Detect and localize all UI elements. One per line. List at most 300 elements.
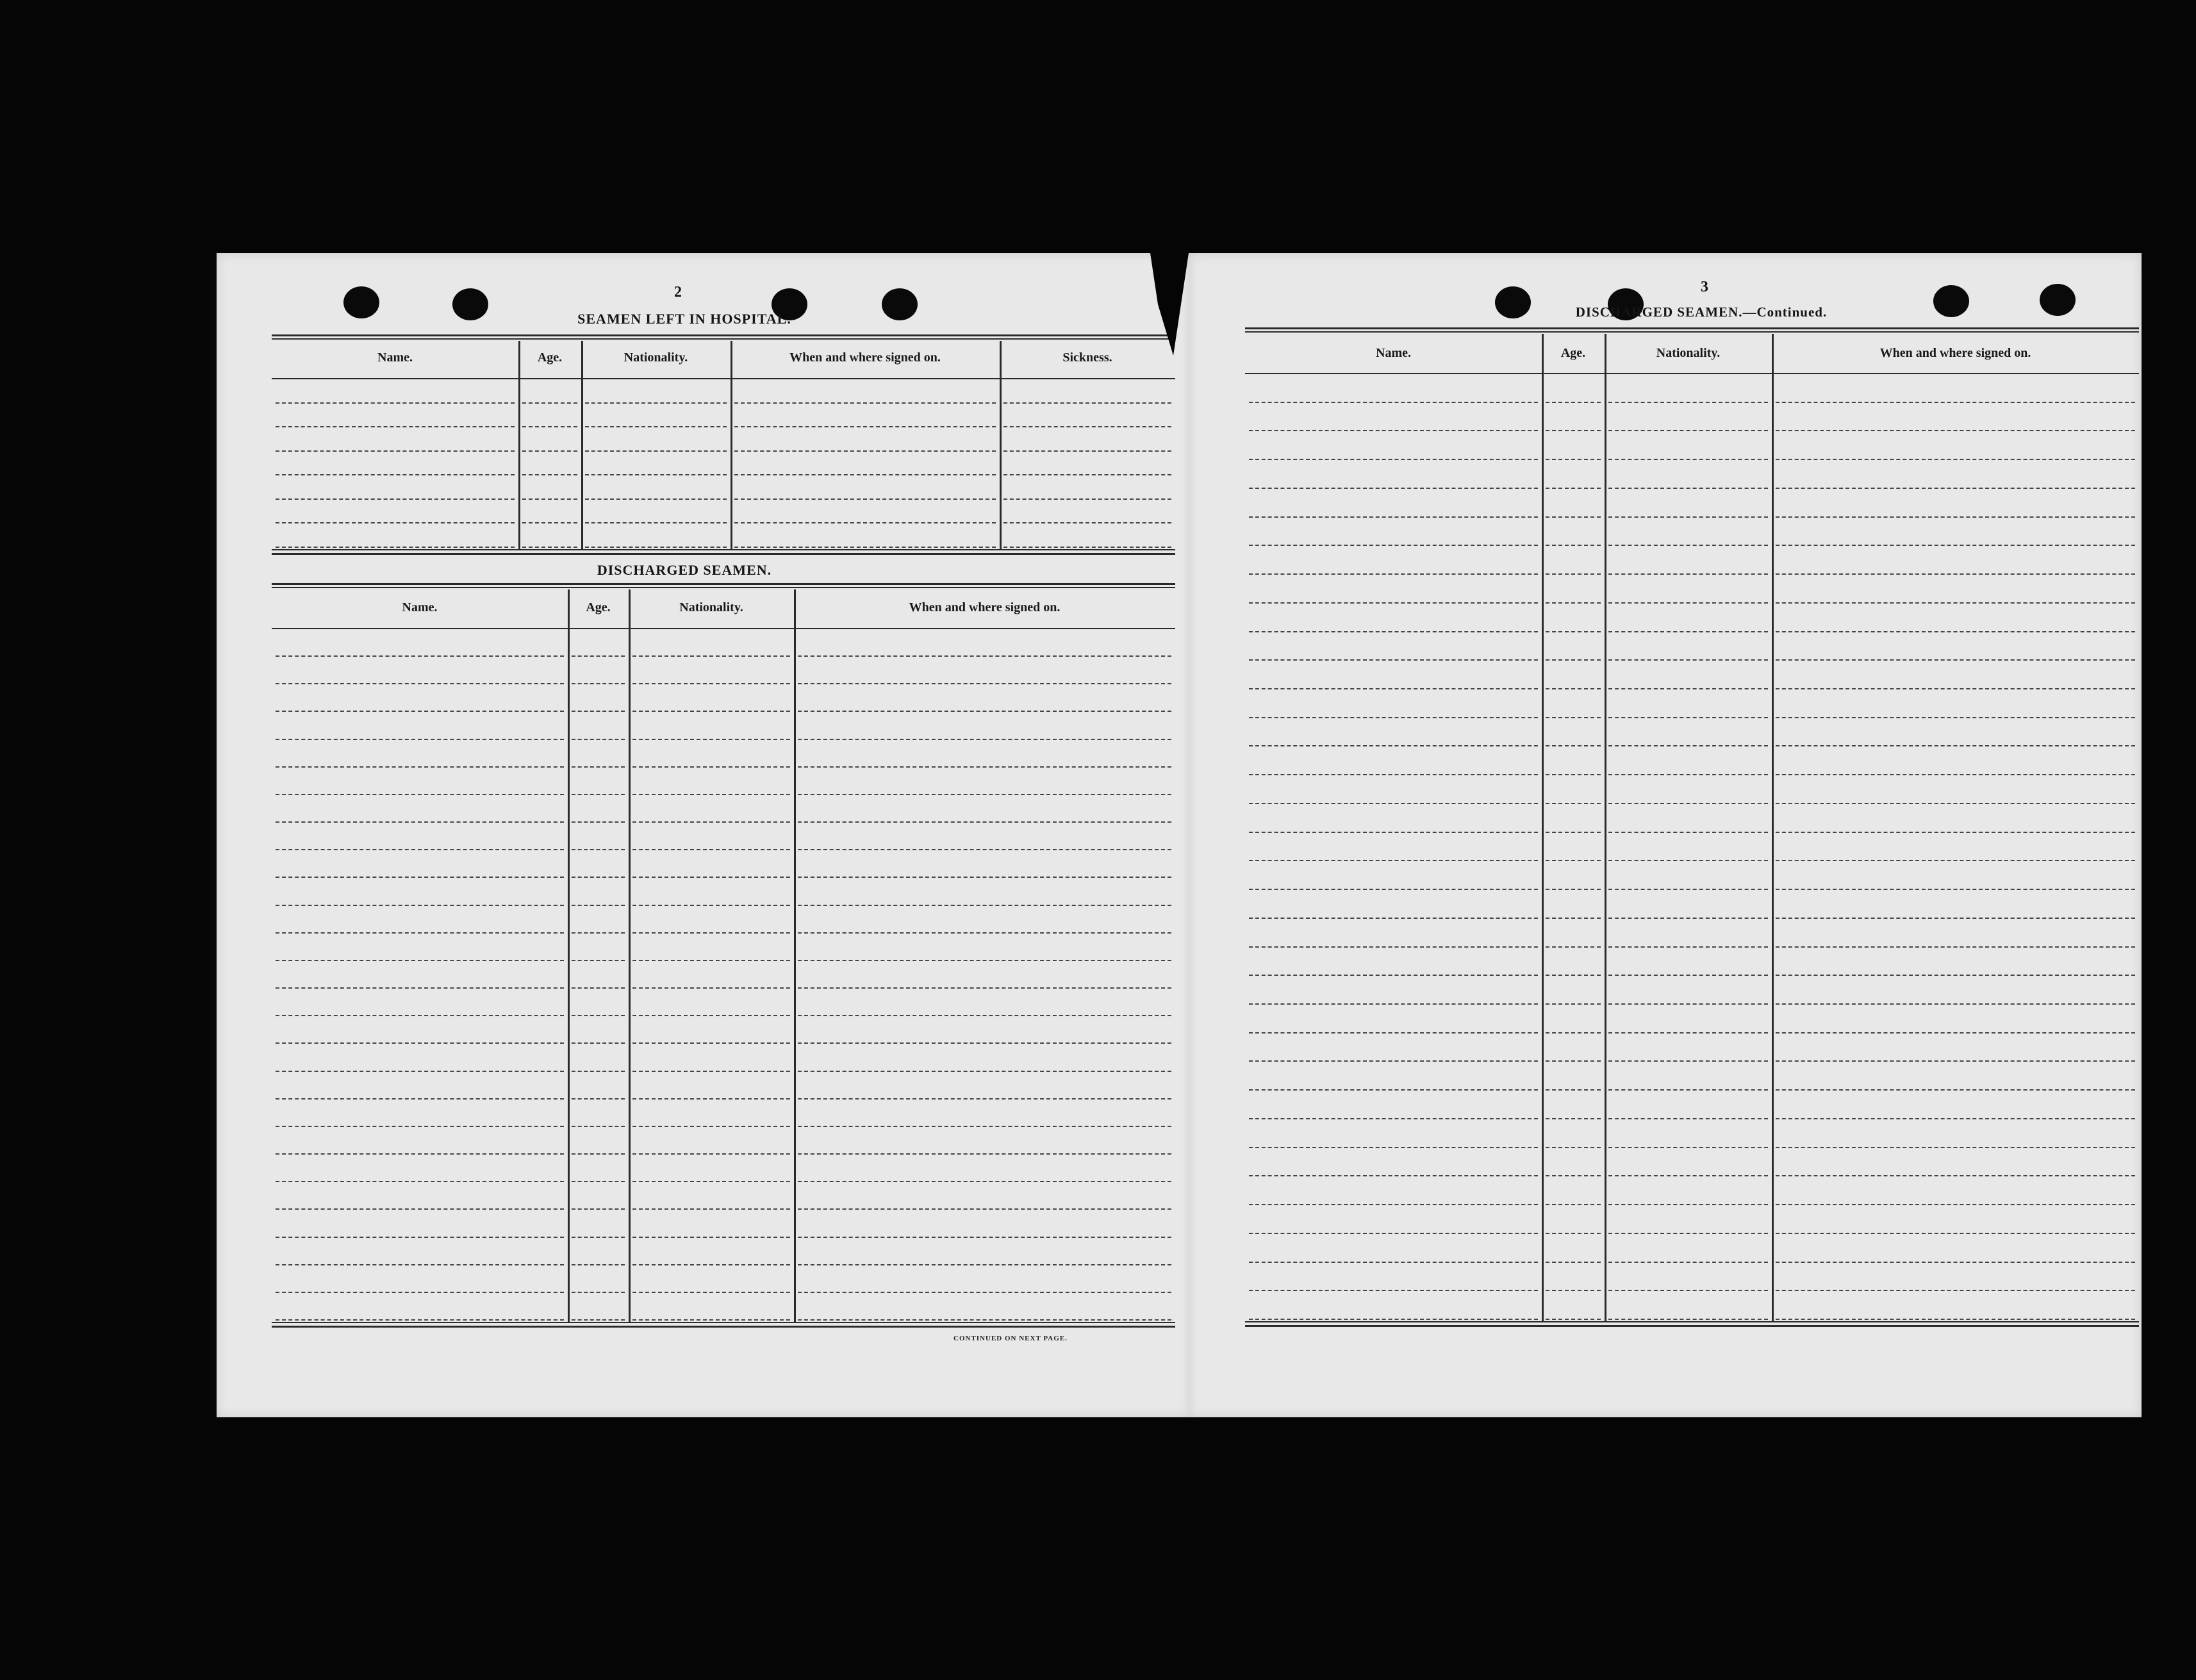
entry-line [1249, 1089, 1538, 1091]
entry-line [1249, 545, 1538, 546]
entry-line [276, 522, 515, 523]
entry-line [1249, 1290, 1538, 1291]
entry-line [1249, 688, 1538, 689]
entry-line [1776, 459, 2135, 460]
entry-line [1249, 745, 1538, 746]
entry-line [1776, 573, 2135, 575]
entry-line [1546, 1003, 1601, 1005]
right-page [1189, 253, 2142, 1417]
entry-line [276, 794, 564, 795]
entry-line [632, 683, 790, 684]
entry-line [632, 1153, 790, 1155]
entry-line [798, 766, 1171, 768]
entry-line [276, 1237, 564, 1238]
column-divider [581, 341, 583, 549]
entry-line [1608, 918, 1768, 919]
entry-line [1546, 832, 1601, 833]
entry-line [1249, 1060, 1538, 1062]
column-header-whenandwheresignedon: When and where signed on. [909, 600, 1061, 614]
entry-line [1249, 1319, 1538, 1320]
entry-line [1546, 1233, 1601, 1234]
column-header-age: Age. [1560, 346, 1586, 360]
entry-line [572, 766, 625, 768]
entry-line [798, 794, 1171, 795]
entry-line [1776, 488, 2135, 489]
entry-line [1249, 1032, 1538, 1034]
column-header-sickness: Sickness. [1062, 350, 1112, 365]
entry-line [1546, 1118, 1601, 1119]
entry-line [1608, 488, 1768, 489]
entry-line [1249, 516, 1538, 518]
entry-line [1249, 860, 1538, 861]
entry-line [1546, 717, 1601, 718]
entry-line [798, 1264, 1171, 1265]
entry-line [1003, 498, 1171, 500]
discharged-continued-title: DISCHARGED SEAMEN.—Continued. [1575, 304, 1828, 320]
entry-line [798, 1042, 1171, 1044]
entry-line [798, 711, 1171, 712]
entry-line [1776, 659, 2135, 661]
entry-line [798, 960, 1171, 961]
entry-line [1608, 774, 1768, 775]
entry-line [1776, 1262, 2135, 1263]
entry-line [1546, 889, 1601, 890]
entry-line [1608, 860, 1768, 861]
entry-line [1249, 402, 1538, 403]
entry-line [1776, 545, 2135, 546]
entry-line [1608, 745, 1768, 746]
entry-line [1003, 474, 1171, 475]
entry-line [522, 426, 577, 427]
entry-line [798, 1237, 1171, 1238]
entry-line [276, 402, 515, 404]
column-divider [1542, 334, 1544, 1321]
entry-line [1249, 803, 1538, 804]
entry-line [572, 932, 625, 934]
entry-line [1608, 631, 1768, 632]
entry-line [585, 426, 727, 427]
entry-line [1546, 918, 1601, 919]
entry-line [1608, 1204, 1768, 1205]
entry-line [1546, 459, 1601, 460]
entry-line [798, 739, 1171, 740]
entry-line [1776, 430, 2135, 431]
entry-line [1608, 1089, 1768, 1091]
hospital-bottom-rule [272, 549, 1175, 550]
entry-line [1546, 516, 1601, 518]
entry-line [1608, 975, 1768, 976]
entry-line [1776, 631, 2135, 632]
entry-line [1776, 889, 2135, 890]
entry-line [1546, 1290, 1601, 1291]
entry-line [1776, 1290, 2135, 1291]
entry-line [1776, 402, 2135, 403]
entry-line [1776, 860, 2135, 861]
entry-line [632, 1208, 790, 1210]
binder-hole [452, 288, 488, 320]
right-top-rule-2 [1245, 331, 2139, 333]
entry-line [632, 739, 790, 740]
column-header-whenandwheresignedon: When and where signed on. [1879, 346, 2031, 360]
entry-line [632, 960, 790, 961]
entry-line [1776, 803, 2135, 804]
entry-line [1249, 946, 1538, 948]
entry-line [1249, 918, 1538, 919]
entry-line [632, 821, 790, 823]
entry-line [572, 1237, 625, 1238]
entry-line [1608, 430, 1768, 431]
entry-line [1608, 545, 1768, 546]
discharged-top-rule-2 [272, 587, 1175, 588]
entry-line [572, 821, 625, 823]
entry-line [572, 905, 625, 906]
entry-line [632, 1292, 790, 1293]
entry-line [276, 1071, 564, 1072]
entry-line [1776, 774, 2135, 775]
entry-line [632, 1237, 790, 1238]
entry-line [798, 877, 1171, 878]
entry-line [1546, 602, 1601, 604]
entry-line [632, 1264, 790, 1265]
entry-line [1776, 975, 2135, 976]
entry-line [1608, 688, 1768, 689]
entry-line [572, 1153, 625, 1155]
entry-line [632, 1319, 790, 1321]
entry-line [1776, 516, 2135, 518]
entry-line [632, 1181, 790, 1182]
entry-line [632, 1126, 790, 1127]
column-header-nationality: Nationality. [679, 600, 743, 614]
entry-line [1776, 1089, 2135, 1091]
entry-line [1249, 832, 1538, 833]
column-header-nationality: Nationality. [623, 350, 688, 365]
entry-line [1776, 1147, 2135, 1148]
entry-line [572, 849, 625, 850]
column-header-nationality: Nationality. [1656, 346, 1721, 360]
discharged-header-rule [272, 628, 1175, 629]
entry-line [585, 474, 727, 475]
entry-line [1249, 1204, 1538, 1205]
entry-line [276, 1181, 564, 1182]
entry-line [572, 1292, 625, 1293]
entry-line [572, 1208, 625, 1210]
entry-line [1249, 1175, 1538, 1176]
entry-line [1003, 547, 1171, 548]
column-header-name: Name. [1376, 346, 1411, 360]
entry-line [632, 987, 790, 989]
entry-line [1608, 1233, 1768, 1234]
entry-line [1776, 1175, 2135, 1176]
entry-line [632, 877, 790, 878]
entry-line [276, 547, 515, 548]
entry-line [1249, 1003, 1538, 1005]
column-divider [568, 589, 570, 1322]
entry-line [632, 905, 790, 906]
entry-line [1249, 602, 1538, 604]
entry-line [1608, 717, 1768, 718]
entry-line [1546, 430, 1601, 431]
entry-line [1608, 459, 1768, 460]
entry-line [572, 739, 625, 740]
entry-line [522, 547, 577, 548]
entry-line [585, 522, 727, 523]
entry-line [276, 711, 564, 712]
entry-line [572, 1264, 625, 1265]
entry-line [1249, 573, 1538, 575]
entry-line [1608, 1118, 1768, 1119]
column-divider [1000, 341, 1002, 549]
entry-line [585, 498, 727, 500]
entry-line [734, 547, 996, 548]
entry-line [1608, 516, 1768, 518]
entry-line [1776, 717, 2135, 718]
entry-line [632, 766, 790, 768]
entry-line [276, 450, 515, 452]
entry-line [1249, 631, 1538, 632]
entry-line [1249, 430, 1538, 431]
entry-line [1608, 946, 1768, 948]
entry-line [632, 1042, 790, 1044]
entry-line [798, 655, 1171, 657]
discharged-top-rule [272, 583, 1175, 585]
column-header-age: Age. [586, 600, 611, 614]
entry-line [522, 522, 577, 523]
page-number: 3 [1701, 279, 1708, 295]
entry-line [1546, 1089, 1601, 1091]
entry-line [276, 1126, 564, 1127]
entry-line [572, 1319, 625, 1321]
entry-line [1546, 1319, 1601, 1320]
entry-line [632, 794, 790, 795]
entry-line [276, 683, 564, 684]
entry-line [798, 905, 1171, 906]
entry-line [1776, 1060, 2135, 1062]
entry-line [1608, 1290, 1768, 1291]
entry-line [1546, 1060, 1601, 1062]
column-header-name: Name. [377, 350, 413, 365]
entry-line [798, 1071, 1171, 1072]
entry-line [1249, 889, 1538, 890]
entry-line [1776, 688, 2135, 689]
entry-line [1546, 631, 1601, 632]
column-divider [629, 589, 631, 1322]
entry-line [1776, 1319, 2135, 1320]
column-header-age: Age. [537, 350, 563, 365]
entry-line [276, 739, 564, 740]
entry-line [1776, 1003, 2135, 1005]
entry-line [798, 1208, 1171, 1210]
entry-line [1546, 1204, 1601, 1205]
entry-line [1608, 402, 1768, 403]
entry-line [572, 655, 625, 657]
entry-line [1546, 1147, 1601, 1148]
entry-line [572, 987, 625, 989]
entry-line [1546, 688, 1601, 689]
binder-hole [343, 286, 379, 318]
entry-line [1003, 450, 1171, 452]
continued-note: CONTINUED ON NEXT PAGE. [954, 1335, 1068, 1342]
entry-line [632, 1071, 790, 1072]
entry-line [1546, 402, 1601, 403]
entry-line [1546, 745, 1601, 746]
entry-line [734, 426, 996, 427]
entry-line [276, 987, 564, 989]
entry-line [522, 474, 577, 475]
entry-line [1776, 832, 2135, 833]
right-bottom-rule [1245, 1321, 2139, 1322]
entry-line [632, 932, 790, 934]
entry-line [1249, 1118, 1538, 1119]
entry-line [276, 474, 515, 475]
entry-line [572, 1126, 625, 1127]
discharged-bottom-rule [272, 1322, 1175, 1323]
entry-line [1608, 889, 1768, 890]
column-header-whenandwheresignedon: When and where signed on. [789, 350, 941, 365]
entry-line [1776, 918, 2135, 919]
entry-line [522, 498, 577, 500]
entry-line [572, 1015, 625, 1016]
entry-line [276, 1319, 564, 1321]
entry-line [1249, 659, 1538, 661]
hospital-bottom-rule-2 [272, 553, 1175, 555]
column-divider [731, 341, 732, 549]
entry-line [1249, 1262, 1538, 1263]
entry-line [1546, 774, 1601, 775]
entry-line [1546, 946, 1601, 948]
entry-line [572, 1098, 625, 1099]
entry-line [798, 1015, 1171, 1016]
entry-line [798, 987, 1171, 989]
entry-line [798, 821, 1171, 823]
binder-hole [882, 288, 918, 320]
entry-line [276, 821, 564, 823]
entry-line [798, 849, 1171, 850]
column-divider [794, 589, 796, 1322]
entry-line [1249, 774, 1538, 775]
entry-line [276, 960, 564, 961]
entry-line [572, 711, 625, 712]
entry-line [632, 1015, 790, 1016]
entry-line [572, 877, 625, 878]
entry-line [1608, 1262, 1768, 1263]
discharged-section-title: DISCHARGED SEAMEN. [597, 562, 772, 578]
entry-line [276, 1292, 564, 1293]
entry-line [276, 1264, 564, 1265]
entry-line [1249, 1147, 1538, 1148]
entry-line [632, 1098, 790, 1099]
binder-hole [2040, 284, 2076, 316]
discharged-bottom-rule-2 [272, 1326, 1175, 1328]
entry-line [522, 450, 577, 452]
entry-line [1003, 402, 1171, 404]
hospital-section-title: SEAMEN LEFT IN HOSPITAL. [577, 311, 791, 327]
entry-line [1608, 1175, 1768, 1176]
entry-line [276, 849, 564, 850]
entry-line [798, 683, 1171, 684]
entry-line [1249, 459, 1538, 460]
left-page [217, 253, 1191, 1417]
entry-line [522, 402, 577, 404]
entry-line [632, 711, 790, 712]
entry-line [734, 522, 996, 523]
entry-line [1249, 1233, 1538, 1234]
entry-line [572, 1181, 625, 1182]
entry-line [798, 1319, 1171, 1321]
entry-line [734, 498, 996, 500]
entry-line [1003, 522, 1171, 523]
entry-line [1776, 946, 2135, 948]
entry-line [734, 474, 996, 475]
right-top-rule [1245, 327, 2139, 329]
entry-line [1546, 573, 1601, 575]
right-bottom-rule-2 [1245, 1325, 2139, 1327]
entry-line [1546, 488, 1601, 489]
entry-line [798, 1292, 1171, 1293]
entry-line [798, 1098, 1171, 1099]
entry-line [276, 498, 515, 500]
entry-line [276, 877, 564, 878]
entry-line [734, 402, 996, 404]
entry-line [1003, 426, 1171, 427]
entry-line [1546, 659, 1601, 661]
entry-line [1776, 1032, 2135, 1034]
entry-line [276, 1153, 564, 1155]
entry-line [572, 1071, 625, 1072]
column-divider [1772, 334, 1774, 1321]
entry-line [1608, 573, 1768, 575]
hospital-top-rule [272, 334, 1175, 336]
entry-line [585, 547, 727, 548]
entry-line [1776, 1118, 2135, 1119]
entry-line [1608, 1032, 1768, 1034]
entry-line [1608, 832, 1768, 833]
entry-line [798, 1153, 1171, 1155]
entry-line [1776, 1204, 2135, 1205]
entry-line [1249, 975, 1538, 976]
entry-line [734, 450, 996, 452]
entry-line [1776, 745, 2135, 746]
entry-line [1546, 860, 1601, 861]
entry-line [276, 1098, 564, 1099]
entry-line [276, 766, 564, 768]
page-number: 2 [674, 284, 682, 301]
entry-line [1608, 1003, 1768, 1005]
entry-line [1608, 803, 1768, 804]
entry-line [572, 683, 625, 684]
entry-line [276, 1042, 564, 1044]
entry-line [276, 905, 564, 906]
column-divider [1605, 334, 1606, 1321]
entry-line [1608, 602, 1768, 604]
entry-line [1546, 545, 1601, 546]
entry-line [572, 794, 625, 795]
entry-line [276, 932, 564, 934]
entry-line [585, 450, 727, 452]
entry-line [798, 1126, 1171, 1127]
hospital-top-rule-2 [272, 338, 1175, 340]
entry-line [1776, 1233, 2135, 1234]
entry-line [1608, 1060, 1768, 1062]
entry-line [798, 1181, 1171, 1182]
entry-line [632, 849, 790, 850]
entry-line [798, 932, 1171, 934]
entry-line [1608, 659, 1768, 661]
entry-line [276, 426, 515, 427]
entry-line [276, 1015, 564, 1016]
entry-line [1608, 1147, 1768, 1148]
entry-line [1546, 1262, 1601, 1263]
entry-line [1776, 602, 2135, 604]
